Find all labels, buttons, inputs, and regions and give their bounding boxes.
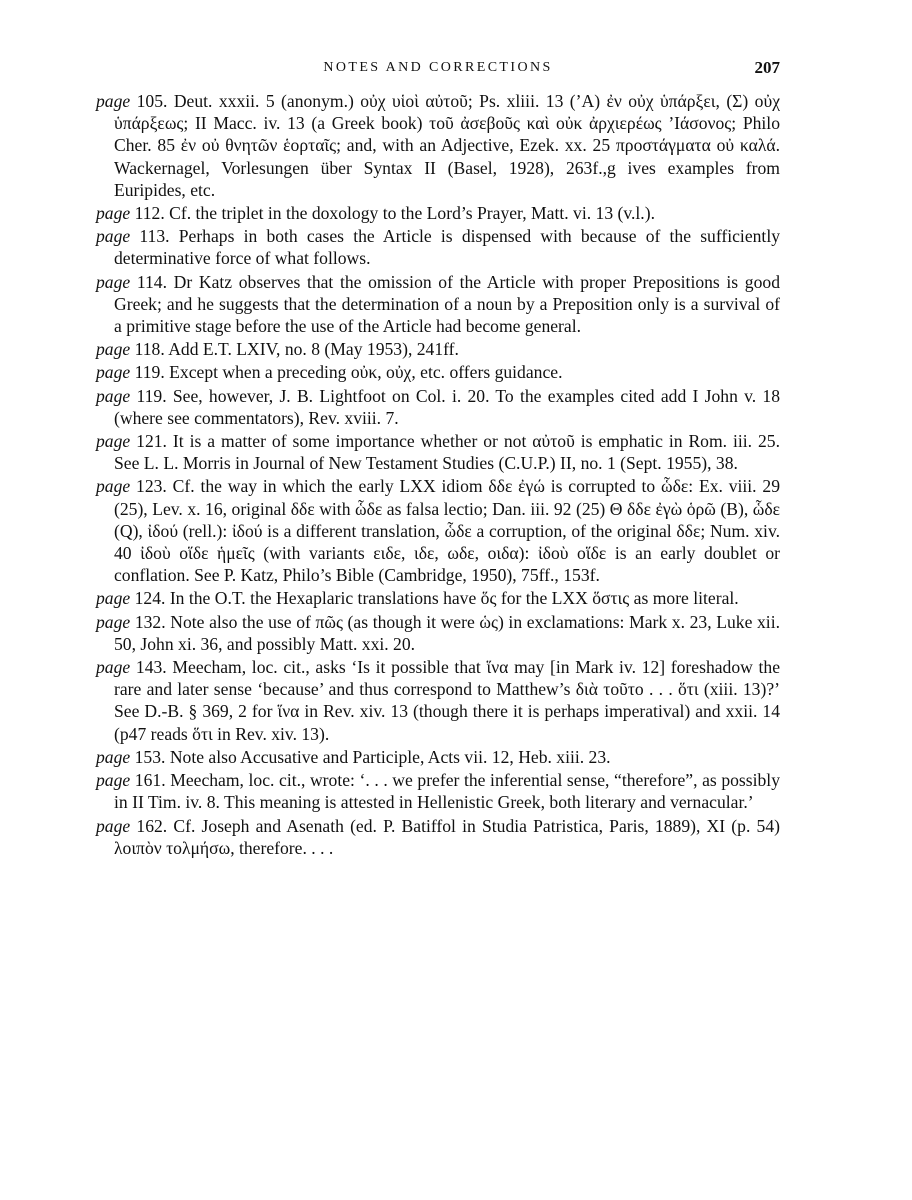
note-text: Note also the use of πῶς (as though it were ὡς) in exclamations: Mark x. 23, Luke xii. 50, John xi. 36, and possibly Matt. xxi. 20. [114,611,780,654]
note-page-label: page [96,657,131,678]
note-text: Meecham, loc. cit., asks ‘Is it possible that ἵνα may [in Mark iv. 12] foreshadow the rare and later sense ‘because’ and thus correspond to Matthew’s διὰ τοῦτο . . . ὅτι (xiii. 13)?’ See D.-B. § 369, 2 for ἵνα in Rev. xiv. 13 (though there it is perhaps imperatival) and xxii. 14 (p47 reads ὅτι in Rev. xiv. 13). [114,657,781,744]
note-text: Dr Katz observes that the omission of the Article with proper Prepositions is good Greek; and he suggests that the determination of a noun by a Preposition only is a survival of a primitive stage before the use of the Article had become general. [114,271,780,337]
note-page-number: 112. [134,203,165,224]
note-page-label: page [96,476,131,497]
running-head: NOTES AND CORRECTIONS [323,60,553,75]
note-page-number: 114. [136,271,167,292]
note-page-label: page [96,203,131,224]
note-text: Cf. the way in which the early LXX idiom δδε ἐγώ is corrupted to ὧδε: Ex. viii. 29 (25), Lev. x. 16, original δδε with ὧδε as falsa lectio; Dan. iii. 92 (25) Θ δδε ἐγὼ ὁρῶ (B), ὧδε (Q), ἰδού (rell.): ἰδού is a different translation, ὧδε a corruption, of the original δδε; Num. xiv. 40 ἰδοὺ οἵδε ἡμεῖς (with variants ειδε, ιδε, ωδε, οιδα): ἰδοὺ οἵδε is an early doublet or conflation. See P. Katz, Philo’s Bible (Cambridge, 1950), 75ff., 153f. [114,476,780,586]
note-page-number: 162. [136,815,168,836]
note-text: In the O.T. the Hexaplaric translations have ὅς for the LXX ὅστις as more literal. [169,588,739,609]
note-page-label: page [96,588,131,609]
note-page-label: page [96,362,131,383]
note-text: Deut. xxxii. 5 (anonym.) οὐχ υἱοὶ αὐτοῦ; Ps. xliii. 13 (’A) ἐν οὐχ ὑπάρξει, (Σ) οὐχ ὑπάρξεως; II Macc. iv. 13 (a Greek book) τοῦ ἀσεβοῦς καὶ οὐκ ἀρχιερέως ’Ιάσονος; Philo Cher. 85 ἐν οὐ θνητῶν ἑορταῖς; and, with an Adjective, Ezek. xx. 25 προστάγματα οὐ καλά. Wackernagel, Vorlesungen über Syntax II (Basel, 1928), 263f.,g ives examples from Euripides, etc. [114,91,781,200]
note-text: Note also Accusative and Participle, Acts vii. 12, Heb. xiii. 23. [169,746,611,767]
note-page-label: page [96,746,131,767]
note-page-number: 143. [135,657,167,678]
note-text: Add E.T. LXIV, no. 8 (May 1953), 241ff. [168,339,459,360]
note-entry [96,430,780,474]
note-text: Cf. the triplet in the doxology to the Lord’s Prayer, Matt. vi. 13 (v.l.). [169,203,655,224]
note-page-label: page [96,91,131,111]
note-page-number: 161. [134,770,166,791]
note-entry [96,746,780,768]
note-page-number: 121. [136,431,167,452]
note-text: It is a matter of some importance whether or not αὐτοῦ is emphatic in Rom. iii. 25. See L. L. Morris in Journal of New Testament Studies (C.U.P.) II, no. 1 (Sept. 1955), 38. [114,431,781,474]
page-number: 207 [754,58,780,77]
note-entry [96,202,780,224]
note-page-number: 118. [134,339,165,360]
note-page-number: 123. [136,476,167,497]
note-page-label: page [96,385,131,406]
note-entry [96,815,780,859]
note-page-label: page [96,431,131,452]
note-page-number: 119. [134,362,165,383]
note-text: Meecham, loc. cit., wrote: ‘. . . we prefer the inferential sense, “therefore”, as possibly in II Tim. iv. 8. This meaning is attested in Hellenistic Greek, both literary and vernacular.’ [114,770,780,813]
note-entry [96,361,780,383]
note-page-label: page [96,815,131,836]
note-text: Cf. Joseph and Asenath (ed. P. Batiffol in Studia Patristica, Paris, 1889), XI (p. 54) λοιπὸν τολμήσω, therefore. . . . [114,815,780,858]
note-page-number: 153. [134,746,166,767]
note-page-label: page [96,611,131,632]
notes-list [96,90,780,860]
note-entry [96,611,780,655]
note-entry [96,271,780,338]
note-text: Perhaps in both cases the Article is dispensed with because of the sufficiently determinative force of what follows. [114,226,780,269]
page-header [96,58,780,82]
note-page-number: 105. [136,91,168,111]
note-page-number: 113. [139,226,170,247]
note-page-number: 124. [134,588,166,609]
note-entry [96,225,780,269]
note-entry [96,338,780,360]
note-page-number: 119. [136,385,167,406]
note-entry [96,769,780,813]
note-text: Except when a preceding οὐκ, οὐχ, etc. offers guidance. [169,362,563,383]
note-page-number: 132. [134,611,166,632]
note-entry [96,385,780,429]
note-page-label: page [96,339,131,360]
note-entry [96,587,780,609]
note-page-label: page [96,271,131,292]
note-entry [96,656,780,745]
note-entry [96,90,780,201]
note-entry [96,475,780,586]
note-page-label: page [96,770,131,791]
note-page-label: page [96,226,131,247]
note-text: See, however, J. B. Lightfoot on Col. i. 20. To the examples cited add I John v. 18 (where see commentators), Rev. xviii. 7. [114,385,781,428]
